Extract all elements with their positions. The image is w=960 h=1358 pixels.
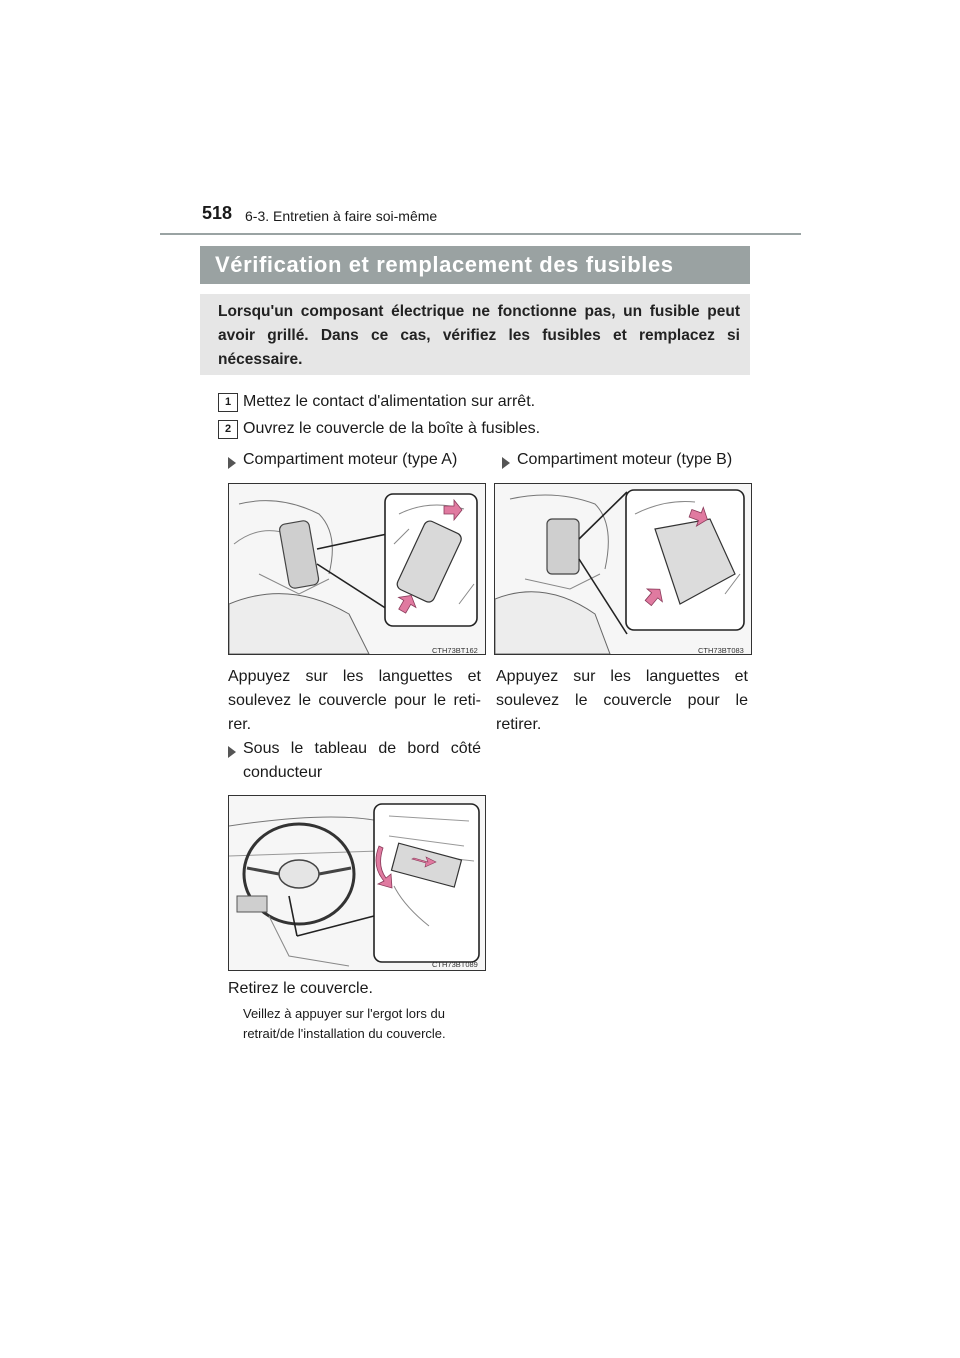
bullet-arrow-icon [228, 457, 236, 469]
figure-engine-type-a [228, 483, 486, 655]
figure-dashboard [228, 795, 486, 971]
heading-dashboard-line1: Sous le tableau de bord côté [243, 740, 481, 757]
heading-type-b: Compartiment moteur (type B) [517, 451, 733, 468]
text-type-b-line3: retirer. [496, 716, 542, 733]
section-title: 6-3. Entretien à faire soi-même [245, 208, 438, 224]
text-type-a: Appuyez sur les languettes et soulevez le couvercle pour le reti-rer. [228, 668, 481, 733]
intro-text: Lorsqu'un composant électrique ne fonctionne pas, un fusible peut avoir grillé. Dans ce cas, vérifiez les fusibles et remplacez si nécessaire. [218, 303, 740, 368]
engine-illustration-a [229, 484, 485, 654]
engine-illustration-b [495, 484, 751, 654]
figure-code-a: CTH73BT162 [432, 646, 478, 655]
text-dashboard: Retirez le couvercle. [228, 980, 373, 997]
figure-engine-type-b [494, 483, 752, 655]
heading-type-a: Compartiment moteur (type A) [243, 451, 458, 468]
step-1-badge: 1 [218, 393, 238, 412]
text-type-b-line2: soulevez le couvercle pour le [496, 692, 748, 709]
header-rule [160, 233, 801, 235]
step-2-text: Ouvrez le couvercle de la boîte à fusibles. [243, 420, 541, 437]
note-dashboard-line1: Veillez à appuyer sur l'ergot lors du [243, 1006, 445, 1021]
note-dashboard-line2: retrait/de l'installation du couvercle. [243, 1026, 446, 1041]
heading-dashboard-line2: conducteur [243, 764, 323, 781]
step-1-text: Mettez le contact d'alimentation sur arrêt. [243, 393, 536, 410]
bullet-arrow-icon [502, 457, 510, 469]
page-title: Vérification et remplacement des fusibles [215, 252, 674, 277]
text-type-b-line1: Appuyez sur les languettes et [496, 668, 748, 685]
figure-code-dashboard: CTH73BT089 [432, 960, 478, 969]
bullet-arrow-icon [228, 746, 236, 758]
page-number: 518 [202, 203, 233, 223]
figure-code-b: CTH73BT083 [698, 646, 744, 655]
step-2-badge: 2 [218, 420, 238, 439]
dashboard-illustration [229, 796, 485, 970]
